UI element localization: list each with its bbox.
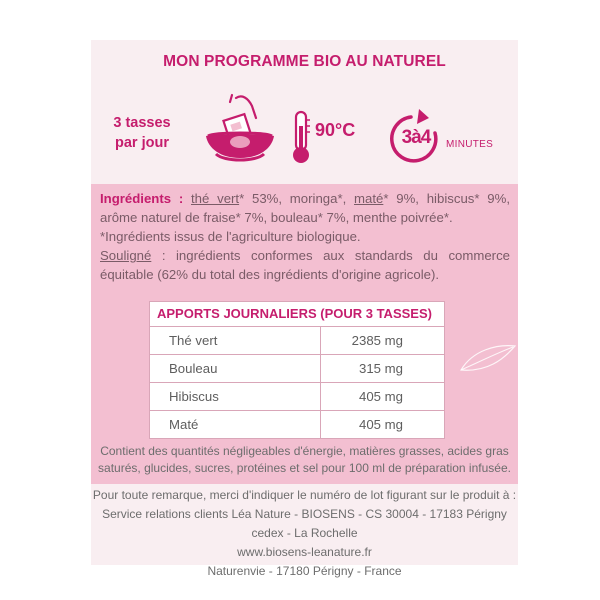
table-row [150, 383, 444, 411]
leaf-outline-icon [457, 340, 517, 380]
infusion-time: 3à4 [401, 127, 431, 148]
fair-trade-text: : ingrédients conformes aux standards du commerce équitable (62% du total des ingrédients d'origine agricole). [100, 248, 510, 282]
contact-line-1: Pour toute remarque, merci d'indiquer le numéro de lot figurant sur le produit à : [92, 488, 517, 502]
table-row [150, 355, 444, 383]
ingredients-label: Ingrédients : [100, 191, 184, 206]
page-title: MON PROGRAMME BIO AU NATUREL [163, 53, 446, 70]
row-value: 315 mg [359, 361, 403, 376]
tea-cup-icon [202, 92, 280, 166]
table-row [150, 327, 444, 355]
row-value: 2385 mg [351, 333, 403, 348]
dosage-text [97, 113, 187, 153]
ingredient-the-vert: thé vert [191, 191, 240, 206]
fair-trade-note [100, 246, 510, 284]
contact-line-2: Service relations clients Léa Nature - BIOSENS - CS 30004 - 17183 Périgny cedex - La Rochelle [102, 507, 507, 540]
row-name: Maté [150, 411, 321, 438]
contact-info [91, 486, 518, 581]
product-label-panel [91, 40, 518, 578]
nutrition-line-2: saturés, glucides, sucres, protéines et sel pour 100 ml de préparation infusée. [98, 461, 511, 475]
nutrition-note [91, 443, 518, 477]
row-value: 405 mg [359, 389, 403, 404]
infusion-time-unit: MINUTES [446, 139, 494, 150]
ingredient-mate: maté [354, 191, 384, 206]
ingredients-text [100, 189, 510, 284]
organic-note: *Ingrédients issus de l'agriculture biologique. [100, 229, 361, 244]
daily-intake-table [149, 301, 445, 439]
nutrition-line-1: Contient des quantités négligeables d'énergie, matières grasses, acides gras [100, 444, 509, 458]
row-name: Hibiscus [150, 383, 321, 410]
contact-line-4: Naturenvie - 17180 Périgny - France [207, 564, 402, 578]
table-row [150, 411, 444, 438]
ingredients-part-2: * 9%, hibiscus* 9%, arôme naturel de fraise* 7%, bouleau* 7%, menthe poivrée*. [100, 191, 510, 225]
row-name: Bouleau [150, 355, 321, 382]
thermometer-icon [290, 110, 312, 166]
dosage-line-1: 3 tasses [113, 115, 171, 131]
website-link[interactable]: www.biosens-leanature.fr [237, 545, 372, 559]
row-name: Thé vert [150, 327, 321, 354]
dosage-line-2: par jour [115, 135, 169, 151]
temperature-value: 90°C [315, 120, 356, 140]
row-value: 405 mg [359, 417, 403, 432]
table-header: APPORTS JOURNALIERS (POUR 3 TASSES) [150, 302, 444, 327]
ingredients-part-1: * 53%, moringa*, [239, 191, 355, 206]
underline-label: Souligné [100, 248, 152, 263]
